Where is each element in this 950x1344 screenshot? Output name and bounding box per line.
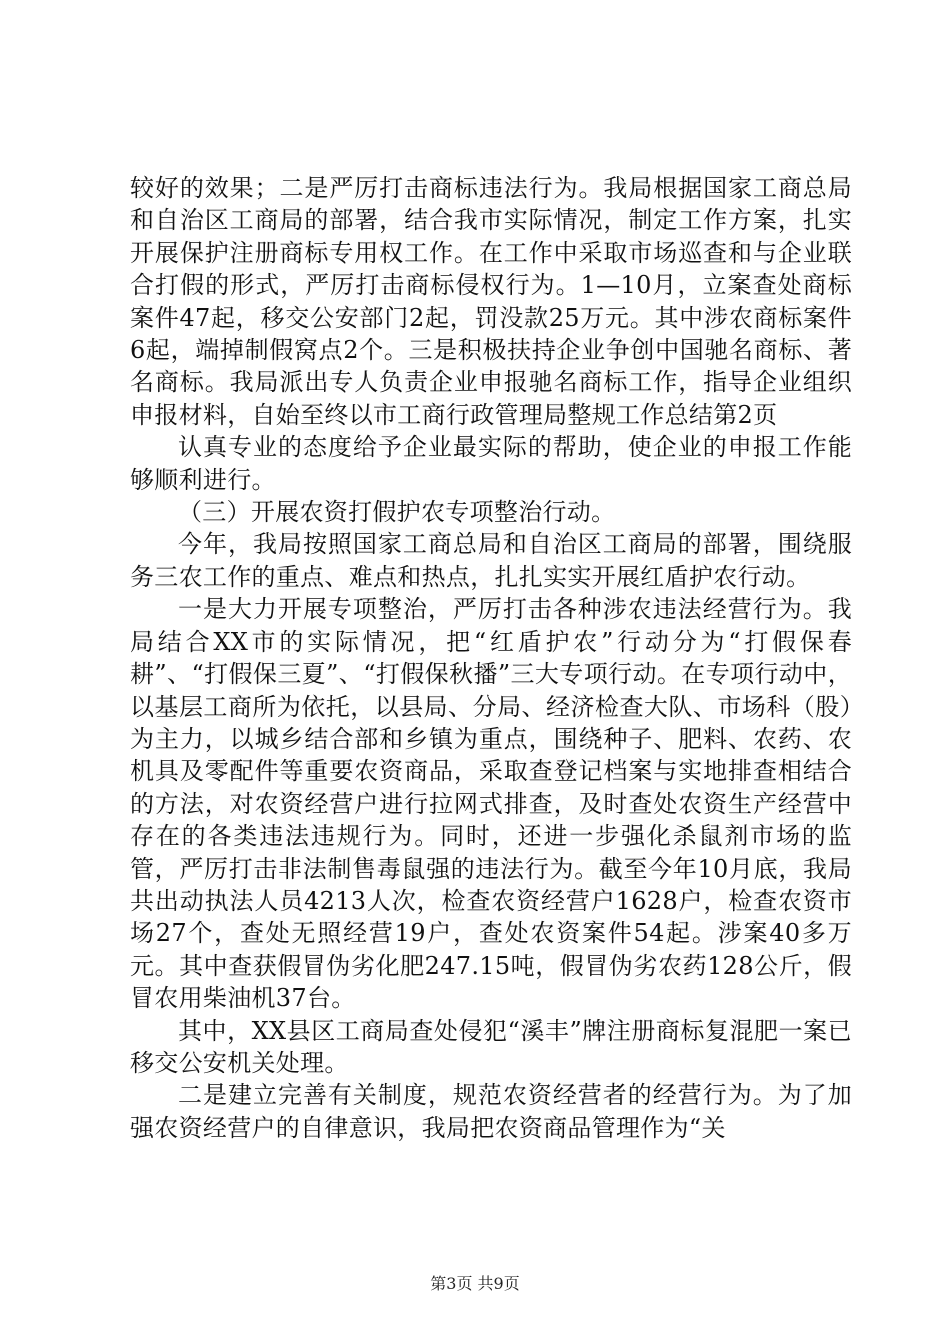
paragraph-6: 二是建立完善有关制度，规范农资经营者的经营行为。为了加强农资经营户的自律意识，我局把农资商品管理作为“关 <box>130 1081 852 1142</box>
paragraph-4: 一是大力开展专项整治，严厉打击各种涉农违法经营行为。我局结合XX市的实际情况，把“红盾护农”行动分为“打假保春耕”、“打假保三夏”、“打假保秋播”三大专项行动。在专项行动中，以基层工商所为依托，以县局、分局、经济检查大队、市场科（股）为主力，以城乡结合部和乡镇为重点，围绕种子、肥料、农药、农机具及零配件等重要农资商品，采取查登记档案与实地排查相结合的方法，对农资经营户进行拉网式排查，及时查处农资生产经营中存在的各类违法违规行为。同时，还进一步强化杀鼠剂市场的监管，严厉打击非法制售毒鼠强的违法行为。截至今年10月底，我局共出动执法人员4213人次，检查农资经营户1628户，检查农资市场27个，查处无照经营19户，查处农资案件54起。涉案40多万元。其中查获假冒伪劣化肥247.15吨，假冒伪劣农药128公斤，假冒农用柴油机37台。 <box>130 595 852 1013</box>
paragraph-3: 今年，我局按照国家工商总局和自治区工商局的部署，围绕服务三农工作的重点、难点和热点，扎扎实实开展红盾护农行动。 <box>130 530 852 591</box>
page-footer: 第3页 共9页 <box>430 1274 520 1293</box>
section-heading: （三）开展农资打假护农专项整治行动。 <box>178 498 616 527</box>
paragraph-1: 较好的效果；二是严厉打击商标违法行为。我局根据国家工商总局和自治区工商局的部署，结合我市实际情况，制定工作方案，扎实开展保护注册商标专用权工作。在工作中采取市场巡查和与企业联合打假的形式，严厉打击商标侵权行为。1—10月，立案查处商标案件47起，移交公安部门2起，罚没款25万元。其中涉农商标案件6起，端掉制假窝点2个。三是积极扶持企业争创中国驰名商标、著名商标。我局派出专人负责企业申报驰名商标工作，指导企业组织申报材料，自始至终以市工商行政管理局整规工作总结第2页 <box>130 174 852 429</box>
paragraph-5: 其中，XX县区工商局查处侵犯“溪丰”牌注册商标复混肥一案已移交公安机关处理。 <box>130 1016 852 1077</box>
paragraph-2: 认真专业的态度给予企业最实际的帮助，使企业的申报工作能够顺利进行。 <box>130 433 852 494</box>
document-body <box>130 172 852 1144</box>
